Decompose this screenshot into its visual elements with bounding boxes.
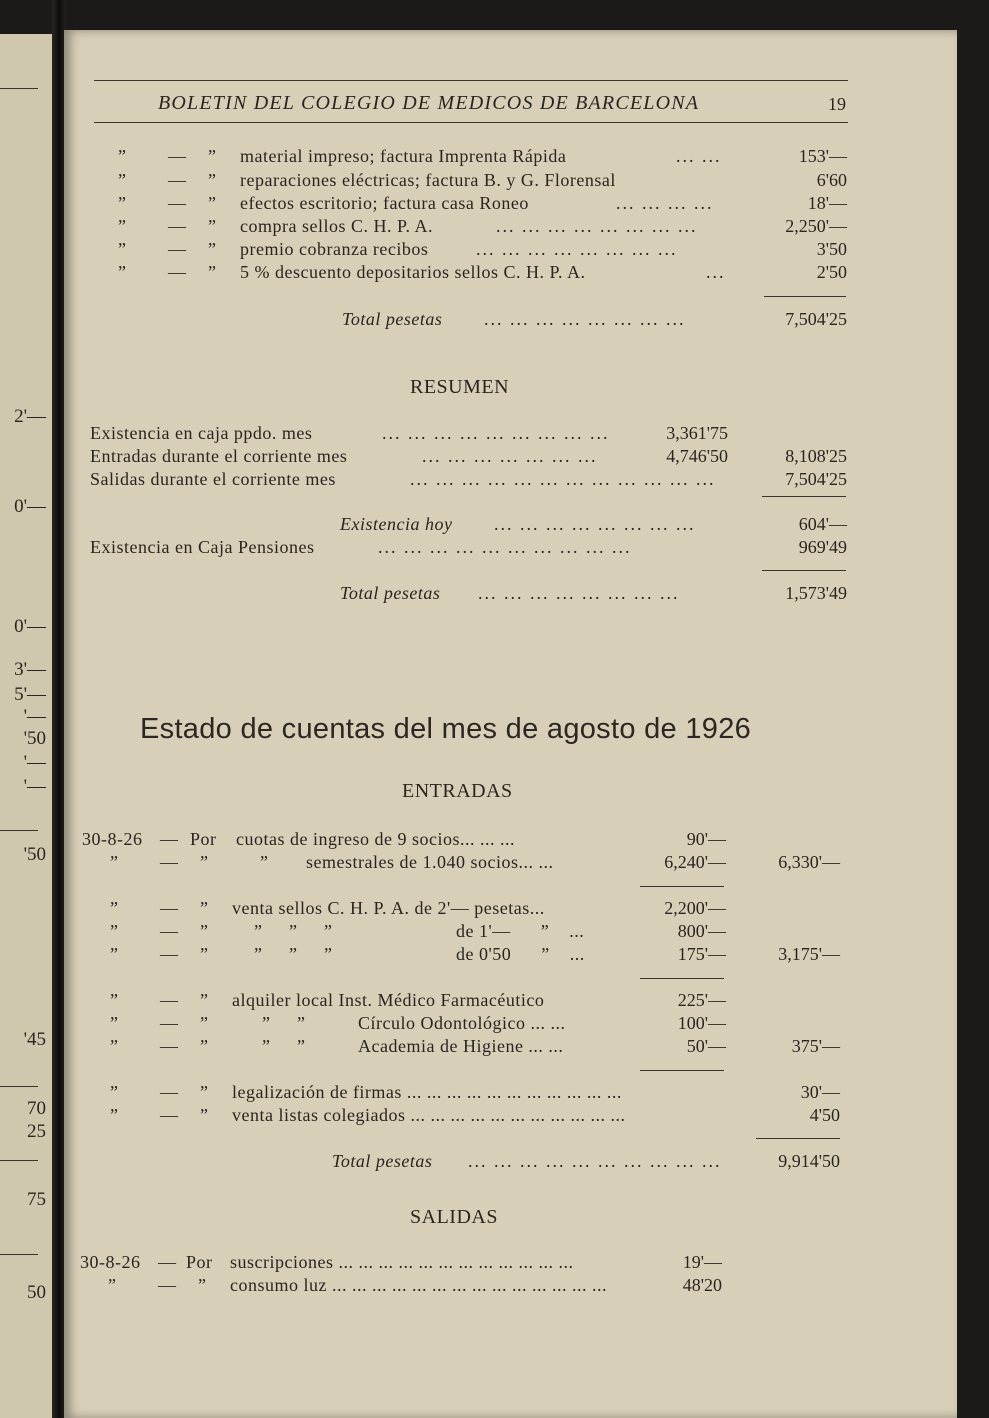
salidas-heading: SALIDAS xyxy=(410,1206,498,1228)
row-por: Por xyxy=(190,829,217,849)
row-right-amount: 375'— xyxy=(791,1036,840,1056)
leader-dots: ... ... ... ... ... ... ... ... xyxy=(496,216,698,236)
row-right-amount: 7,504'25 xyxy=(785,469,847,489)
total-amount: 9,914'50 xyxy=(778,1151,840,1171)
sum-rule xyxy=(640,886,724,887)
row-description: consumo luz ... ... ... ... ... ... ... ... ... ... ... ... ... ... xyxy=(230,1275,607,1295)
row-dash: — xyxy=(160,921,178,941)
row-date: ” xyxy=(110,944,118,964)
row-por: Por xyxy=(186,1252,213,1272)
row-dash: — xyxy=(160,944,178,964)
row-por: ” xyxy=(200,1082,208,1102)
facing-page-rule xyxy=(0,88,38,89)
total-amount: 1,573'49 xyxy=(785,583,847,603)
row-label: Existencia en Caja Pensiones xyxy=(90,537,315,557)
leader-dots: ... ... ... ... ... ... ... xyxy=(422,446,598,466)
row-date: ” xyxy=(110,1036,118,1056)
row-date: ” xyxy=(110,921,118,941)
facing-page-fragment: 0'— xyxy=(14,496,46,517)
item-description: premio cobranza recibos xyxy=(240,239,429,259)
facing-page-fragment: '50 xyxy=(23,844,46,865)
page-number: 19 xyxy=(828,94,846,114)
sum-rule xyxy=(762,570,846,571)
row-ditto: ” ” ” xyxy=(254,944,332,964)
sum-rule xyxy=(764,296,846,297)
item-description: 5 % descuento depositarios sellos C. H. P. A. xyxy=(240,262,586,282)
leader-dots: ... ... xyxy=(676,146,722,166)
leader-dots: ... ... ... ... ... ... ... ... ... ... xyxy=(378,537,632,557)
facing-page-fragment: 25 xyxy=(27,1121,46,1142)
facing-page-rule xyxy=(0,830,38,831)
row-dash: — xyxy=(160,829,178,849)
row-date: 30-8-26 xyxy=(80,1252,141,1272)
sum-rule xyxy=(640,1070,724,1071)
facing-page-fragment: 75 xyxy=(27,1189,46,1210)
total-label: Total pesetas xyxy=(342,309,443,329)
row-date: ” xyxy=(110,898,118,918)
row-description: semestrales de 1.040 socios... ... xyxy=(306,852,554,872)
row-label: Entradas durante el corriente mes xyxy=(90,446,348,466)
row-description: venta listas colegiados ... ... ... ... ... ... ... ... ... ... ... xyxy=(232,1105,626,1125)
row-dash: — xyxy=(160,1013,178,1033)
leader-dots: ... ... ... ... ... ... ... ... xyxy=(476,239,678,259)
leader-dots: ... ... ... ... xyxy=(616,193,714,213)
row-description: Academia de Higiene ... ... xyxy=(358,1036,564,1056)
row-por: ” xyxy=(200,990,208,1010)
row-mid-amount: 3,361'75 xyxy=(666,423,728,443)
row-right-amount: 8,108'25 xyxy=(785,446,847,466)
row-description: de 1'— ” ... xyxy=(456,921,585,941)
row-mid-amount: 175'— xyxy=(677,944,726,964)
row-right-amount: 30'— xyxy=(800,1082,840,1102)
row-description: suscripciones ... ... ... ... ... ... ... ... ... ... ... ... xyxy=(230,1252,574,1272)
row-por: ” xyxy=(200,1013,208,1033)
row-label: Existencia en caja ppdo. mes xyxy=(90,423,313,443)
total-label: Total pesetas xyxy=(332,1151,433,1171)
resumen-heading: RESUMEN xyxy=(410,376,510,398)
item-amount: 153'— xyxy=(798,146,847,166)
total-amount: 7,504'25 xyxy=(785,309,847,329)
item-amount: 3'50 xyxy=(816,239,847,259)
facing-page-fragment: 5'— xyxy=(14,684,46,705)
item-description: efectos escritorio; factura casa Roneo xyxy=(240,193,529,213)
facing-page-fragment: 3'— xyxy=(14,659,46,680)
row-ditto: ” ” xyxy=(262,1036,305,1056)
facing-page-edge xyxy=(0,34,52,1418)
row-dash: — xyxy=(160,898,178,918)
leader-dots: ... ... ... ... ... ... ... ... xyxy=(494,514,696,534)
row-date: 30-8-26 xyxy=(82,829,143,849)
row-dash: — xyxy=(158,1252,176,1272)
leader-dots: ... xyxy=(706,262,726,282)
facing-page-fragment: '50 xyxy=(23,728,46,749)
header-rule-bottom xyxy=(94,122,848,123)
row-amount: 604'— xyxy=(798,514,847,534)
row-date: ” xyxy=(110,1013,118,1033)
item-description: compra sellos C. H. P. A. xyxy=(240,216,434,236)
row-mid-amount: 90'— xyxy=(686,829,726,849)
facing-page-fragment: 70 xyxy=(27,1098,46,1119)
row-right-amount: 6,330'— xyxy=(778,852,840,872)
facing-page-fragment: 0'— xyxy=(14,616,46,637)
row-por: ” xyxy=(200,898,208,918)
item-amount: 2,250'— xyxy=(785,216,847,236)
facing-page-fragment: '— xyxy=(23,752,46,773)
facing-page-fragment: 2'— xyxy=(14,406,46,427)
row-description: Círculo Odontológico ... ... xyxy=(358,1013,566,1033)
row-dash: — xyxy=(160,852,178,872)
sum-rule xyxy=(756,1138,840,1139)
row-label: Existencia hoy xyxy=(340,514,453,534)
running-header-title: BOLETIN DEL COLEGIO DE MEDICOS DE BARCELONA xyxy=(158,92,700,114)
total-label: Total pesetas xyxy=(340,583,441,603)
row-date: ” xyxy=(108,1275,116,1295)
row-por: ” xyxy=(198,1275,206,1295)
row-mid-amount: 48'20 xyxy=(682,1275,722,1295)
row-dash: — xyxy=(158,1275,176,1295)
row-mid-amount: 50'— xyxy=(686,1036,726,1056)
row-mid-amount: 2,200'— xyxy=(664,898,726,918)
row-right-amount: 4'50 xyxy=(809,1105,840,1125)
row-right-amount: 3,175'— xyxy=(778,944,840,964)
row-date: ” xyxy=(110,1105,118,1125)
facing-page-rule xyxy=(0,1160,38,1161)
facing-page-fragment: '45 xyxy=(23,1029,46,1050)
row-mid-amount: 225'— xyxy=(677,990,726,1010)
row-por: ” xyxy=(200,1105,208,1125)
facing-page-fragment: '— xyxy=(23,776,46,797)
item-amount: 2'50 xyxy=(816,262,847,282)
row-date: ” xyxy=(110,990,118,1010)
row-mid-amount: 4,746'50 xyxy=(666,446,728,466)
item-amount: 18'— xyxy=(807,193,847,213)
row-description: cuotas de ingreso de 9 socios... ... ... xyxy=(236,829,515,849)
facing-page-rule xyxy=(0,1254,38,1255)
item-amount: 6'60 xyxy=(816,170,847,190)
row-por: ” xyxy=(200,921,208,941)
item-description: material impreso; factura Imprenta Rápida xyxy=(240,146,567,166)
facing-page-fragment: '— xyxy=(23,706,46,727)
row-mid-amount: 100'— xyxy=(677,1013,726,1033)
row-date: ” xyxy=(110,852,118,872)
entradas-heading: ENTRADAS xyxy=(402,780,513,802)
header-rule-top xyxy=(94,80,848,81)
row-por: ” xyxy=(200,852,208,872)
sum-rule xyxy=(762,496,846,497)
row-ditto: ” ” xyxy=(262,1013,305,1033)
item-description: reparaciones eléctricas; factura B. y G. Florensal xyxy=(240,170,616,190)
leader-dots: ... ... ... ... ... ... ... ... ... ... ... ... xyxy=(410,469,716,489)
row-amount: 969'49 xyxy=(798,537,847,557)
row-dash: — xyxy=(160,1105,178,1125)
leader-dots: ... ... ... ... ... ... ... ... ... xyxy=(382,423,610,443)
row-por: ” xyxy=(200,944,208,964)
row-mid-amount: 800'— xyxy=(677,921,726,941)
row-ditto: ” ” ” xyxy=(254,921,332,941)
facing-page-rule xyxy=(0,1086,38,1087)
document-page: BOLETIN DEL COLEGIO DE MEDICOS DE BARCELONA 19 ” — ” material impreso; factura Imprenta Rápida ... ... 153'— ” — ” reparaciones eléctricas; factura B. y G. Florensal 6'60 ” — ” efectos escritorio; factura casa Roneo ... ... ... ... 18'— ” — ” compra sellos C. H. P. A. ... ... ... ... ... ... ... ... 2,250'— ” — ” premio cobranza recibos ... ... ... ... ... ... ... ... 3'50 ” — ” 5 % descuento depositarios sellos C. H. P. A. ... 2'50 Total pesetas ... ... ... ... ... ... ... ... 7,504'25 RESUMEN Existencia en caja ppdo. mes ... ... ... ... ... ... ... ... ... 3,361'75 Entradas durante el corriente mes ... ... ... ... ... ... ... 4,746'50 8,108'25 Salidas durante el corriente mes ... ... ... ... ... ... ... ... ... ... ... ... 7,504'25 Existencia hoy ... ... ... ... ... ... ... ... 604'— Existencia en Caja Pensiones ... ... ... ... ... ... ... ... ... ... 969'49 Total pesetas ... ... ... ... ... ... ... ... 1,573'49 Estado de cuentas del mes de agosto de 1926 ENTRADAS 30-8-26 — Por cuotas de ingreso de 9 socios... ... ... 90'— ” — ” ” semestrales de 1.040 socios... ... 6,240'— 6,330'— ” — ” venta sellos C. H. P. A. de 2'— pesetas... 2,200'— ” — ” ” ” ” de 1'— ” ... 800'— ” — ” ” ” ” de 0'50 ” ... 175'— 3,175'— ” — ” alquiler local Inst. Médico Farmacéutico 225'— ” — ” ” ” Círculo Odontológico ... ... 100'— ” — ” ” ” Academia de Higiene ... ... 50'— 375'— ” — ” legalización de firmas ... ... ... ... ... ... ... ... ... ... ... 30'— ” — ” venta listas colegiados ... ... ... ... ... ... ... ... ... ... ... 4'50 Total pesetas ... ... ... ... ... ... ... ... ... ... 9,914'50 SALIDAS 30-8-26 — Por suscripciones ... ... ... ... ... ... ... ... ... ... ... ... 19'— ” — ” consumo luz ... ... ... ... ... ... ... ... ... ... ... ... ... ... 48'20 xyxy=(64,30,957,1418)
row-mid-amount: 6,240'— xyxy=(664,852,726,872)
row-dash: — xyxy=(160,1082,178,1102)
row-por: ” xyxy=(200,1036,208,1056)
row-dash: — xyxy=(160,1036,178,1056)
row-description: alquiler local Inst. Médico Farmacéutico xyxy=(232,990,545,1010)
section-title: Estado de cuentas del mes de agosto de 1926 xyxy=(140,713,752,745)
leader-dots: ... ... ... ... ... ... ... ... ... ... xyxy=(468,1151,722,1171)
row-description: venta sellos C. H. P. A. de 2'— pesetas... xyxy=(232,898,545,918)
facing-page-fragment: 50 xyxy=(27,1282,46,1303)
leader-dots: ... ... ... ... ... ... ... ... xyxy=(484,309,686,329)
row-mid-amount: 19'— xyxy=(682,1252,722,1272)
leader-dots: ... ... ... ... ... ... ... ... xyxy=(478,583,680,603)
row-description: de 0'50 ” ... xyxy=(456,944,585,964)
sum-rule xyxy=(640,978,724,979)
row-description: legalización de firmas ... ... ... ... ... ... ... ... ... ... ... xyxy=(232,1082,622,1102)
row-dash: — xyxy=(160,990,178,1010)
row-date: ” xyxy=(110,1082,118,1102)
row-label: Salidas durante el corriente mes xyxy=(90,469,336,489)
row-ditto: ” xyxy=(260,852,268,872)
